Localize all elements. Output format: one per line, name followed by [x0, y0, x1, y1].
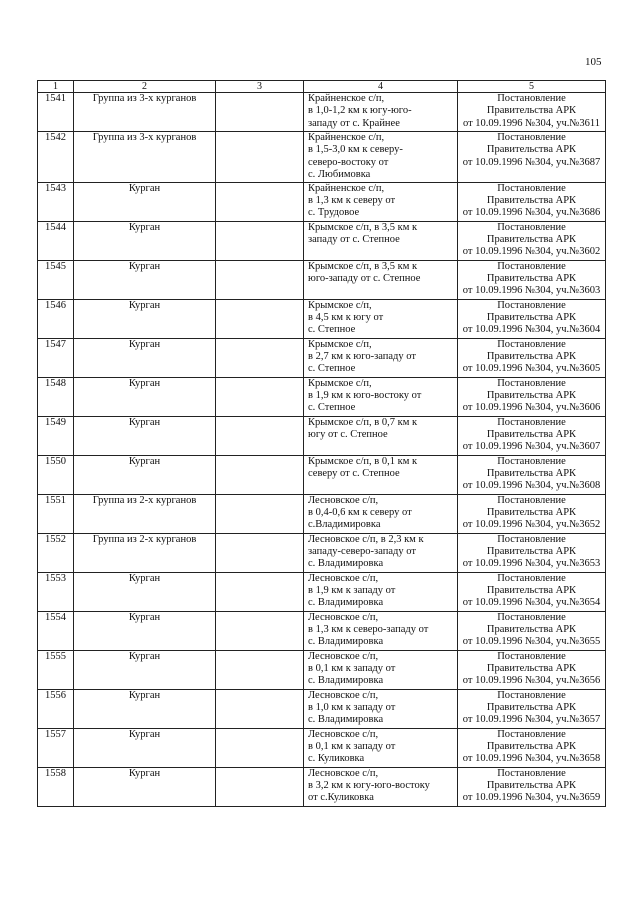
location-cell	[304, 728, 458, 767]
legal-document-cell	[458, 494, 606, 533]
object-name-cell: Курган	[74, 260, 216, 299]
document-line: от 10.09.1996 №304, уч.№3656	[462, 675, 601, 687]
location-line: Лесновское с/п,	[308, 650, 379, 662]
column-3-cell	[216, 650, 304, 689]
row-number-cell: 1541	[38, 93, 74, 132]
document-line: от 10.09.1996 №304, уч.№3606	[462, 402, 601, 414]
location-line: с. Куликовка	[308, 753, 365, 765]
location-line: с. Степное	[308, 363, 356, 375]
location-line: в 1,3 км к северу от	[308, 195, 396, 207]
document-line: Постановление	[497, 572, 566, 584]
document-line: от 10.09.1996 №304, уч.№3611	[462, 117, 600, 129]
legal-document-cell	[458, 728, 606, 767]
location-line: с. Трудовое	[308, 207, 360, 219]
object-name-cell: Курган	[74, 416, 216, 455]
location-cell	[304, 182, 458, 221]
document-line: Постановление	[497, 93, 566, 104]
object-name-cell: Курган	[74, 182, 216, 221]
column-3-cell	[216, 416, 304, 455]
location-line: с. Владимировка	[308, 636, 384, 648]
row-number-cell: 1556	[38, 689, 74, 728]
row-number-cell: 1542	[38, 132, 74, 183]
document-line: Постановление	[497, 533, 566, 545]
document-line: Правительства АРК	[486, 507, 577, 519]
object-name-cell: Курган	[74, 299, 216, 338]
legal-document-cell	[458, 132, 606, 183]
location-line: Лесновское с/п,	[308, 689, 379, 701]
legal-document-cell	[458, 221, 606, 260]
location-line: с. Владимировка	[308, 558, 384, 570]
document-line: от 10.09.1996 №304, уч.№3652	[462, 519, 601, 531]
location-line: Крымское с/п, в 3,5 км к	[308, 221, 418, 233]
column-header-4: 4	[304, 81, 458, 93]
table-row	[38, 221, 606, 260]
column-3-cell	[216, 455, 304, 494]
column-3-cell	[216, 728, 304, 767]
location-cell	[304, 533, 458, 572]
legal-document-cell	[458, 689, 606, 728]
row-number-cell: 1554	[38, 611, 74, 650]
legal-document-cell	[458, 182, 606, 221]
document-line: Правительства АРК	[486, 234, 577, 246]
location-line: в 4,5 км к югу от	[308, 312, 384, 324]
table-row	[38, 572, 606, 611]
location-line: в 1,0 км к западу от	[308, 702, 396, 714]
document-line: Правительства АРК	[486, 546, 577, 558]
location-cell	[304, 689, 458, 728]
legal-document-cell	[458, 455, 606, 494]
document-line: от 10.09.1996 №304, уч.№3686	[462, 207, 601, 219]
document-line: Правительства АРК	[486, 741, 577, 753]
location-line: с. Степное	[308, 402, 356, 414]
column-3-cell	[216, 533, 304, 572]
document-line: Постановление	[497, 455, 566, 467]
location-line: западу от с. Крайнее	[308, 117, 400, 129]
location-line: в 1,0-1,2 км к югу-юго-	[308, 105, 412, 117]
location-cell	[304, 767, 458, 806]
document-line: Правительства АРК	[486, 429, 577, 441]
location-line: Лесновское с/п,	[308, 611, 379, 623]
column-3-cell	[216, 338, 304, 377]
column-3-cell	[216, 767, 304, 806]
location-line: Крымское с/п,	[308, 377, 372, 389]
row-number-cell: 1545	[38, 260, 74, 299]
table-row	[38, 132, 606, 183]
row-number-cell: 1550	[38, 455, 74, 494]
document-line: Правительства АРК	[486, 105, 577, 117]
table-row	[38, 260, 606, 299]
legal-document-cell	[458, 377, 606, 416]
legal-document-cell	[458, 533, 606, 572]
document-line: Постановление	[497, 611, 566, 623]
document-line: Правительства АРК	[486, 468, 577, 480]
table-row	[38, 299, 606, 338]
page-number: 105	[585, 56, 602, 68]
document-line: Постановление	[497, 299, 566, 311]
document-line: Правительства АРК	[486, 663, 577, 675]
row-number-cell: 1544	[38, 221, 74, 260]
location-line: от с.Куликовка	[308, 792, 374, 804]
table-row	[38, 377, 606, 416]
location-line: Крымское с/п,	[308, 338, 372, 350]
location-cell	[304, 455, 458, 494]
location-cell	[304, 93, 458, 132]
table-header-row	[38, 81, 606, 93]
location-line: Крымское с/п,	[308, 299, 372, 311]
location-line: Лесновское с/п,	[308, 728, 379, 740]
document-line: от 10.09.1996 №304, уч.№3687	[462, 156, 601, 168]
column-3-cell	[216, 611, 304, 650]
table-row	[38, 689, 606, 728]
row-number-cell: 1555	[38, 650, 74, 689]
column-3-cell	[216, 182, 304, 221]
row-number-cell: 1549	[38, 416, 74, 455]
document-line: Правительства АРК	[486, 585, 577, 597]
location-cell	[304, 572, 458, 611]
object-name-cell: Курган	[74, 455, 216, 494]
column-3-cell	[216, 132, 304, 183]
location-line: Крайненское с/п,	[308, 93, 385, 104]
document-line: Постановление	[497, 221, 566, 233]
location-line: Лесновское с/п,	[308, 494, 379, 506]
table-row	[38, 182, 606, 221]
column-header-5: 5	[458, 81, 606, 93]
object-name-cell: Курган	[74, 611, 216, 650]
object-name-cell: Курган	[74, 338, 216, 377]
location-cell	[304, 611, 458, 650]
location-cell	[304, 299, 458, 338]
location-line: в 1,5-3,0 км к северу-	[308, 144, 403, 156]
table-row	[38, 455, 606, 494]
row-number-cell: 1546	[38, 299, 74, 338]
location-line: в 3,2 км к югу-юго-востоку	[308, 780, 430, 792]
document-line: Постановление	[497, 767, 566, 779]
document-line: Правительства АРК	[486, 702, 577, 714]
document-line: Правительства АРК	[486, 273, 577, 285]
location-line: в 1,9 км к юго-востоку от	[308, 390, 422, 402]
legal-document-cell	[458, 611, 606, 650]
location-line: в 0,1 км к западу от	[308, 663, 396, 675]
column-3-cell	[216, 689, 304, 728]
document-line: от 10.09.1996 №304, уч.№3659	[462, 792, 601, 804]
heritage-registry-table	[37, 80, 606, 807]
document-line: Постановление	[497, 338, 566, 350]
location-line: с. Владимировка	[308, 597, 384, 609]
table-row	[38, 93, 606, 132]
location-line: Лесновское с/п,	[308, 767, 379, 779]
row-number-cell: 1558	[38, 767, 74, 806]
document-line: Постановление	[497, 728, 566, 740]
location-line: в 2,7 км к юго-западу от	[308, 351, 416, 363]
location-line: западу от с. Степное	[308, 234, 400, 246]
table-row	[38, 650, 606, 689]
legal-document-cell	[458, 572, 606, 611]
location-line: с. Степное	[308, 324, 356, 336]
location-line: Крайненское с/п,	[308, 132, 385, 143]
location-line: западу-северо-западу от	[308, 546, 416, 558]
legal-document-cell	[458, 767, 606, 806]
location-line: в 1,3 км к северо-западу от	[308, 624, 429, 636]
row-number-cell: 1551	[38, 494, 74, 533]
document-line: Постановление	[497, 377, 566, 389]
location-line: Крымское с/п, в 0,1 км к	[308, 455, 418, 467]
object-name-cell: Курган	[74, 650, 216, 689]
column-3-cell	[216, 221, 304, 260]
location-line: Крайненское с/п,	[308, 182, 385, 194]
table-row	[38, 416, 606, 455]
object-name-cell: Курган	[74, 728, 216, 767]
document-line: Правительства АРК	[486, 144, 577, 156]
object-name-cell: Курган	[74, 377, 216, 416]
legal-document-cell	[458, 299, 606, 338]
row-number-cell: 1553	[38, 572, 74, 611]
location-cell	[304, 650, 458, 689]
table-row	[38, 533, 606, 572]
location-line: в 0,4-0,6 км к северу от	[308, 507, 412, 519]
object-name-cell: Курган	[74, 221, 216, 260]
document-line: от 10.09.1996 №304, уч.№3604	[462, 324, 601, 336]
document-line: от 10.09.1996 №304, уч.№3655	[462, 636, 601, 648]
location-line: с. Владимировка	[308, 675, 384, 687]
document-line: Постановление	[497, 260, 566, 272]
document-line: от 10.09.1996 №304, уч.№3653	[462, 558, 601, 570]
location-cell	[304, 260, 458, 299]
document-line: от 10.09.1996 №304, уч.№3602	[462, 246, 601, 258]
location-line: в 1,9 км к западу от	[308, 585, 396, 597]
location-line: в 0,1 км к западу от	[308, 741, 396, 753]
column-3-cell	[216, 494, 304, 533]
location-cell	[304, 377, 458, 416]
object-name-cell: Курган	[74, 689, 216, 728]
location-line: с. Владимировка	[308, 714, 384, 726]
document-line: Постановление	[497, 494, 566, 506]
document-line: от 10.09.1996 №304, уч.№3657	[462, 714, 601, 726]
document-line: от 10.09.1996 №304, уч.№3607	[462, 441, 601, 453]
document-line: Правительства АРК	[486, 312, 577, 324]
row-number-cell: 1543	[38, 182, 74, 221]
table-row	[38, 338, 606, 377]
table-row	[38, 728, 606, 767]
document-line: Правительства АРК	[486, 351, 577, 363]
table-body	[38, 93, 606, 807]
column-header-2: 2	[74, 81, 216, 93]
document-line: Постановление	[497, 689, 566, 701]
location-line: северу от с. Степное	[308, 468, 400, 480]
document-line: Правительства АРК	[486, 624, 577, 636]
object-name-cell: Курган	[74, 572, 216, 611]
object-name-cell: Группа из 3-х курганов	[74, 93, 216, 132]
column-header-3: 3	[216, 81, 304, 93]
table-row	[38, 611, 606, 650]
object-name-cell: Группа из 2-х курганов	[74, 494, 216, 533]
document-line: Постановление	[497, 650, 566, 662]
location-line: с. Любимовка	[308, 169, 371, 181]
document-line: Правительства АРК	[486, 195, 577, 207]
document-line: Постановление	[497, 182, 566, 194]
location-cell	[304, 338, 458, 377]
table-row	[38, 494, 606, 533]
row-number-cell: 1552	[38, 533, 74, 572]
row-number-cell: 1548	[38, 377, 74, 416]
row-number-cell: 1557	[38, 728, 74, 767]
location-cell	[304, 132, 458, 183]
document-line: от 10.09.1996 №304, уч.№3605	[462, 363, 601, 375]
location-line: с.Владимировка	[308, 519, 381, 531]
location-line: Крымское с/п, в 0,7 км к	[308, 416, 418, 428]
document-line: Постановление	[497, 132, 566, 143]
document-line: от 10.09.1996 №304, уч.№3608	[462, 480, 601, 492]
document-line: от 10.09.1996 №304, уч.№3658	[462, 753, 601, 765]
legal-document-cell	[458, 93, 606, 132]
object-name-cell: Группа из 3-х курганов	[74, 132, 216, 183]
column-3-cell	[216, 93, 304, 132]
document-line: от 10.09.1996 №304, уч.№3654	[462, 597, 601, 609]
object-name-cell: Курган	[74, 767, 216, 806]
column-3-cell	[216, 572, 304, 611]
location-line: Лесновское с/п, в 2,3 км к	[308, 533, 424, 545]
location-line: Крымское с/п, в 3,5 км к	[308, 260, 418, 272]
column-3-cell	[216, 377, 304, 416]
column-header-1: 1	[38, 81, 74, 93]
location-line: югу от с. Степное	[308, 429, 388, 441]
location-cell	[304, 221, 458, 260]
document-line: от 10.09.1996 №304, уч.№3603	[462, 285, 601, 297]
document-line: Правительства АРК	[486, 780, 577, 792]
table-row	[38, 767, 606, 806]
object-name-cell: Группа из 2-х курганов	[74, 533, 216, 572]
location-line: северо-востоку от	[308, 156, 389, 168]
legal-document-cell	[458, 650, 606, 689]
legal-document-cell	[458, 338, 606, 377]
column-3-cell	[216, 260, 304, 299]
document-line: Правительства АРК	[486, 390, 577, 402]
location-line: юго-западу от с. Степное	[308, 273, 421, 285]
legal-document-cell	[458, 416, 606, 455]
document-line: Постановление	[497, 416, 566, 428]
column-3-cell	[216, 299, 304, 338]
legal-document-cell	[458, 260, 606, 299]
location-cell	[304, 416, 458, 455]
location-cell	[304, 494, 458, 533]
location-line: Лесновское с/п,	[308, 572, 379, 584]
row-number-cell: 1547	[38, 338, 74, 377]
